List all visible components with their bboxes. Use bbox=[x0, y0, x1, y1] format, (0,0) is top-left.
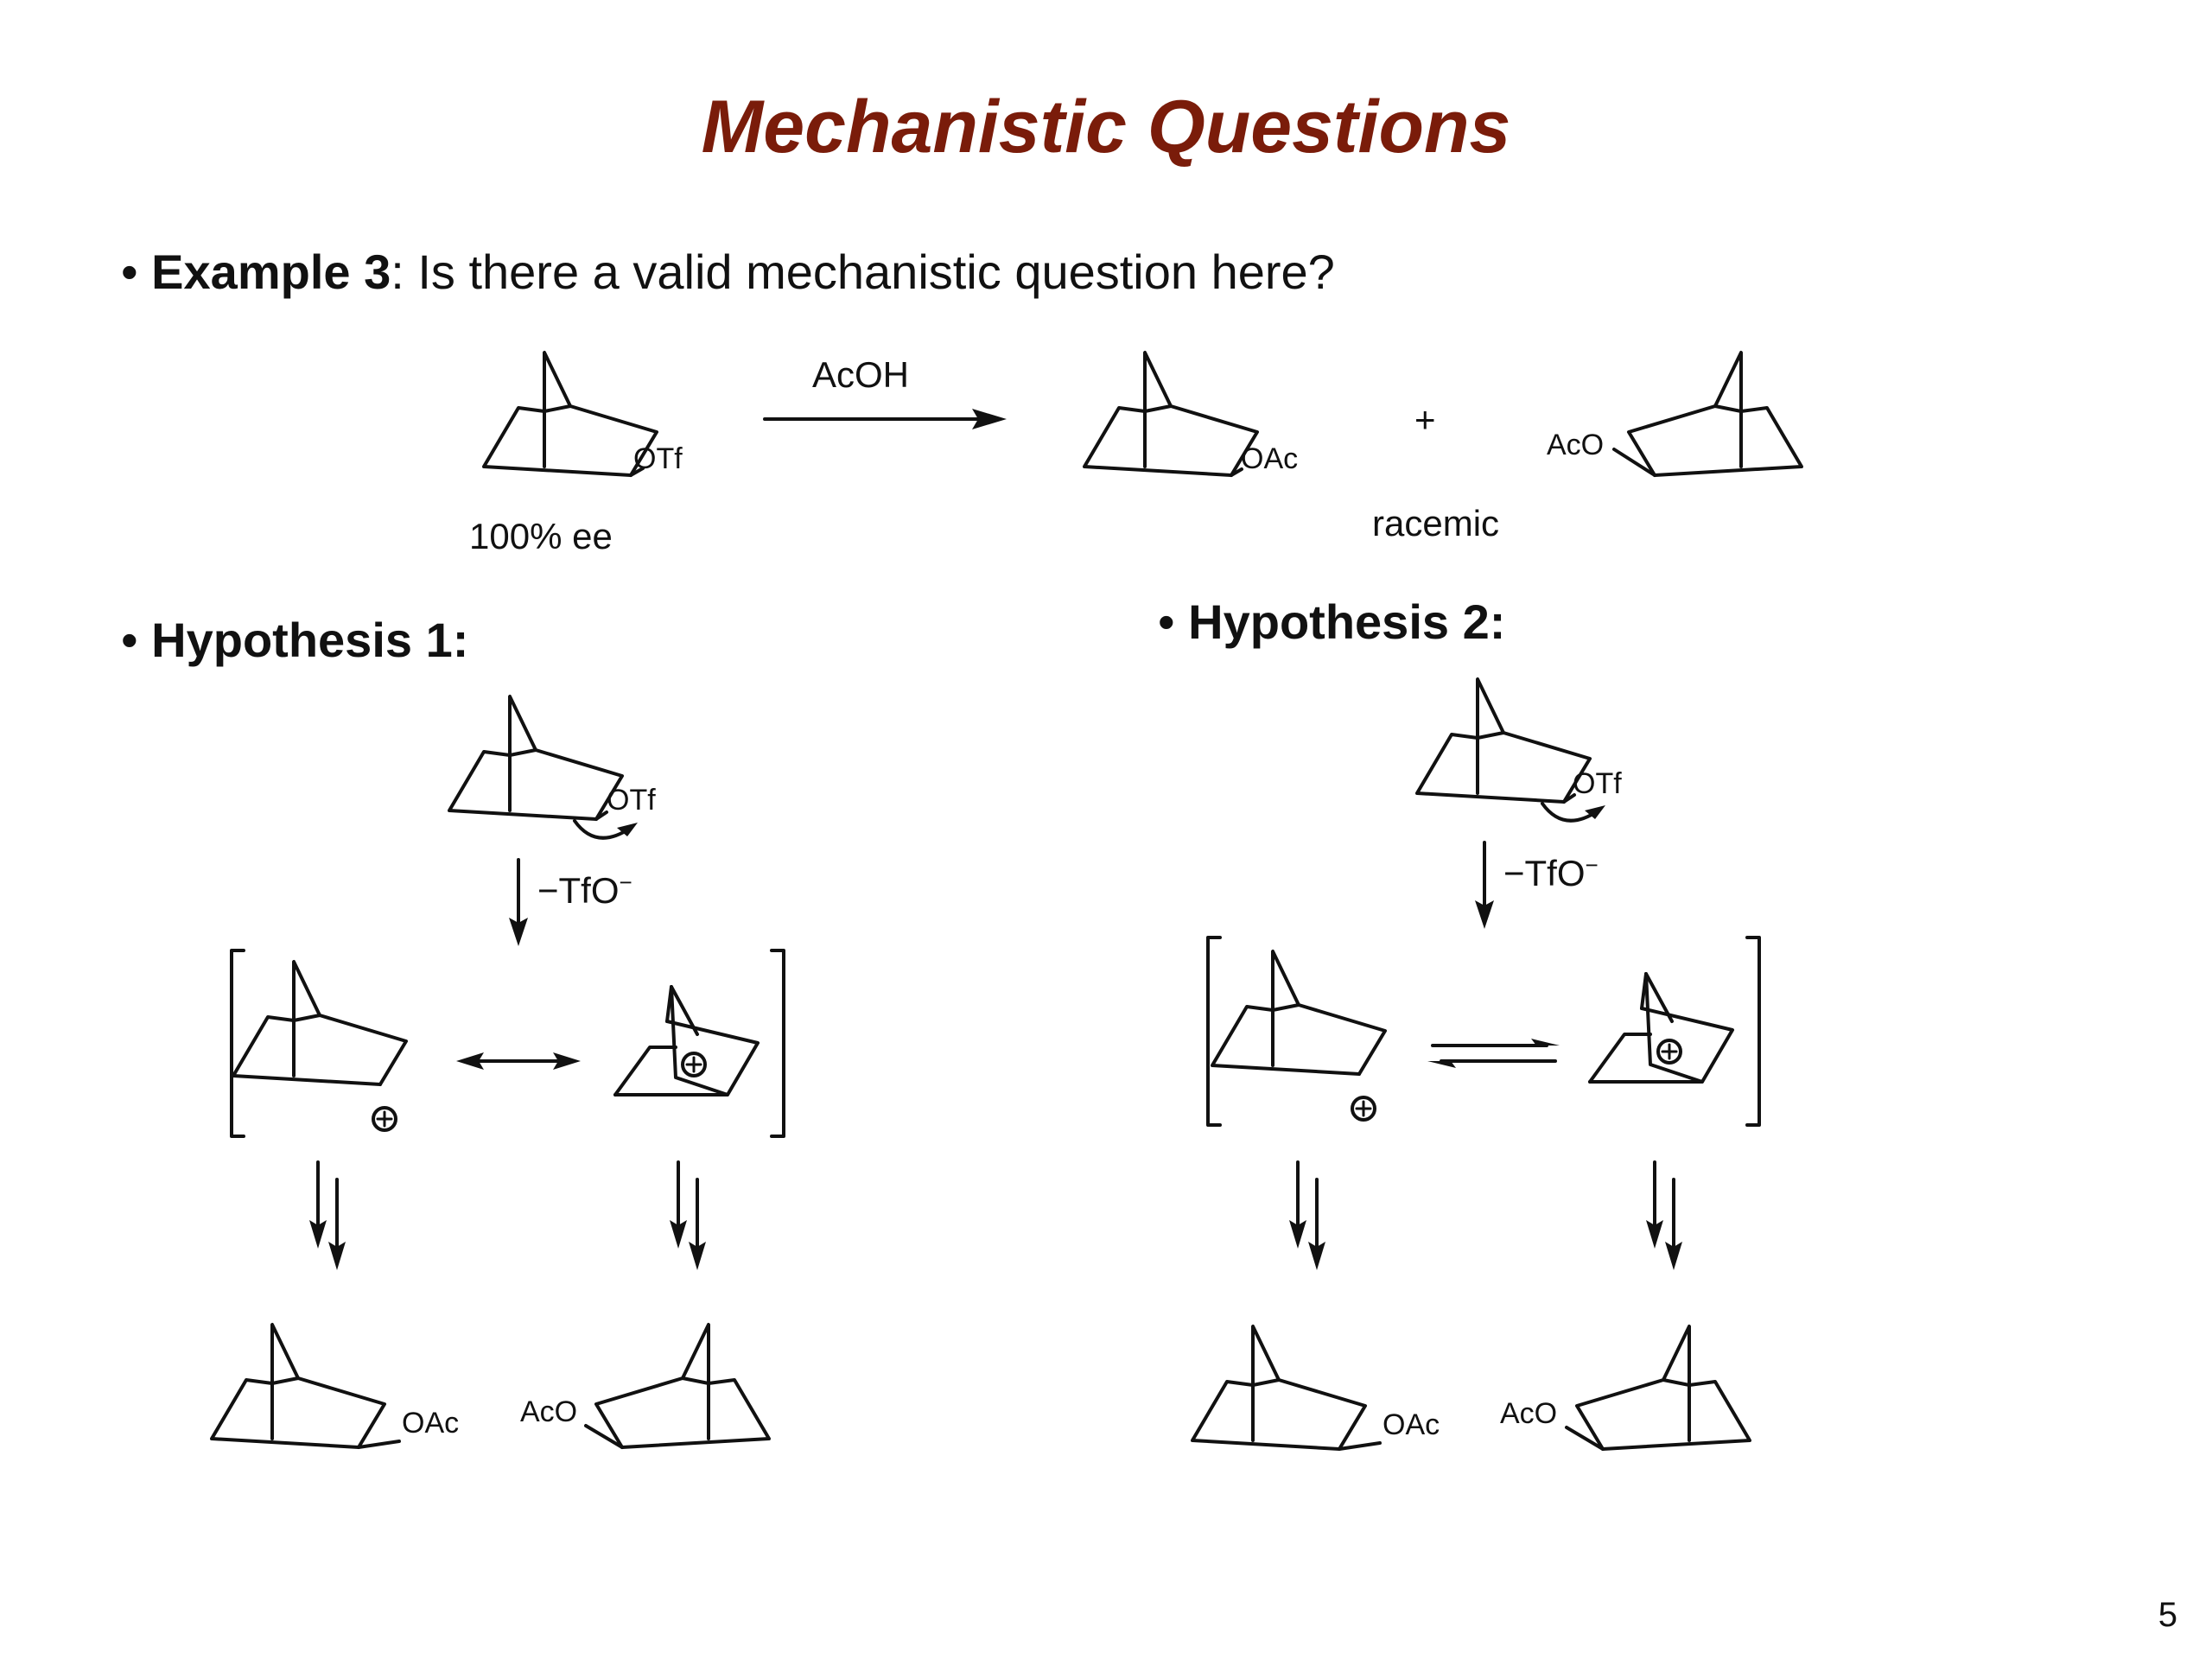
h1-nonclassical-cation bbox=[615, 987, 758, 1095]
substrate-molecule bbox=[484, 353, 657, 475]
example-label: Example 3 bbox=[151, 245, 391, 299]
h1-bond-oac bbox=[359, 1441, 399, 1447]
h1-product-right-group: AcO bbox=[520, 1395, 578, 1428]
product-group-label: OAc bbox=[1241, 442, 1299, 475]
product-molecule bbox=[1084, 353, 1257, 475]
h2-product-right-group: AcO bbox=[1500, 1397, 1558, 1430]
h2-bond-oac bbox=[1339, 1443, 1380, 1449]
h2-product-oac bbox=[1192, 1326, 1365, 1449]
h2-classical-cation bbox=[1212, 951, 1385, 1074]
bullet-dot: • bbox=[1158, 594, 1175, 649]
h2-product-left-group: OAc bbox=[1382, 1408, 1440, 1441]
h1-product-left-group: OAc bbox=[402, 1407, 460, 1440]
enantiomer-group-label: AcO bbox=[1547, 429, 1605, 461]
h1-cation-charge bbox=[373, 1108, 396, 1130]
h1-left-bracket bbox=[232, 950, 244, 1136]
reagent-label: AcOH bbox=[812, 354, 910, 395]
h2-right-bracket bbox=[1747, 938, 1759, 1125]
page-number: 5 bbox=[2158, 1596, 2177, 1634]
h2-loss-charge: − bbox=[1585, 852, 1599, 878]
example-question: : Is there a valid mechanistic question here? bbox=[391, 245, 1335, 299]
enantiomer-molecule bbox=[1629, 353, 1802, 475]
substrate-ee-label: 100% ee bbox=[469, 516, 613, 556]
plus-sign: + bbox=[1414, 399, 1436, 440]
h1-loss-text: −TfO bbox=[537, 870, 620, 911]
h1-leaving-group-label: OTf bbox=[607, 784, 656, 817]
h2-cation-charge bbox=[1352, 1097, 1375, 1120]
h2-leaving-group-label: OTf bbox=[1573, 767, 1622, 800]
h1-classical-cation bbox=[233, 962, 406, 1084]
hypothesis-2-label: Hypothesis 2: bbox=[1188, 594, 1506, 649]
bullet-dot: • bbox=[121, 245, 138, 299]
h2-loss-text: −TfO bbox=[1503, 853, 1586, 893]
h1-product-aco bbox=[596, 1325, 769, 1447]
h2-substrate-molecule bbox=[1417, 679, 1590, 802]
h1-right-bracket bbox=[772, 950, 784, 1136]
h1-product-oac bbox=[212, 1325, 385, 1447]
h1-loss-charge: − bbox=[619, 869, 632, 895]
h1-nonclassical-charge bbox=[683, 1053, 705, 1076]
h1-substrate-molecule bbox=[449, 696, 622, 819]
h2-left-bracket bbox=[1208, 938, 1220, 1125]
bullet-dot: • bbox=[121, 613, 138, 667]
racemic-label: racemic bbox=[1372, 503, 1500, 543]
h2-nonclassical-charge bbox=[1658, 1040, 1681, 1063]
substrate-group-label: OTf bbox=[633, 442, 683, 475]
hypothesis-1-label: Hypothesis 1: bbox=[151, 613, 469, 667]
h2-nonclassical-cation bbox=[1590, 974, 1732, 1082]
slide-title: Mechanistic Questions bbox=[701, 86, 1511, 168]
h2-product-aco bbox=[1577, 1326, 1750, 1449]
